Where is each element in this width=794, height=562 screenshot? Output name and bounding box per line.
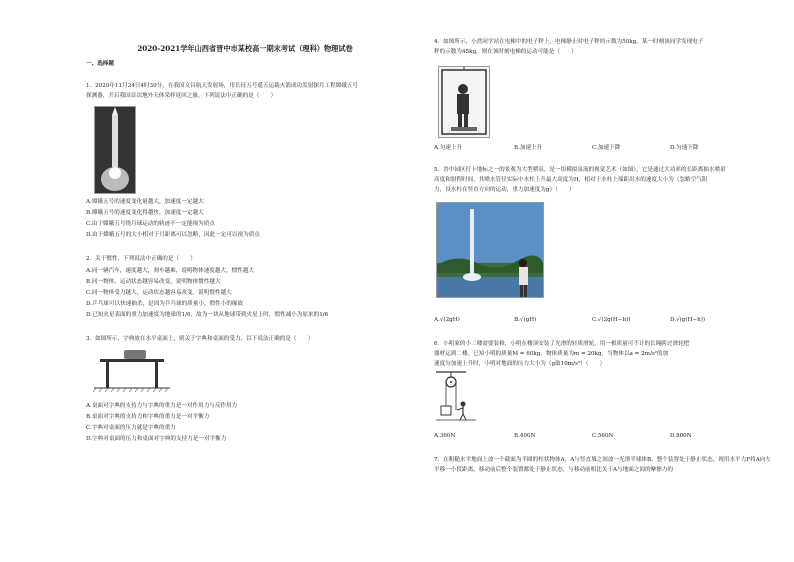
q7-stem-line-2: 平移一小段距离，移动前后整个装置都处于静止状态，与移动前相比关于A与地面之间的摩擦力的 — [434, 467, 673, 473]
section-heading: 一、选择题 — [86, 61, 114, 67]
pulley-diagram — [436, 370, 476, 422]
q5-option-d: D.√(g(H−h)) — [670, 317, 706, 323]
q3-option-a: A.桌面对字典的支持力与字典的重力是一对作用力与反作用力 — [86, 403, 238, 409]
q3-option-c: C.字典对桌面的压力就是字典的重力 — [86, 425, 176, 431]
q2-stem: 2．关于惯性，下列说法中正确的是（ ） — [86, 256, 196, 262]
q3-option-b: B.桌面对字典的支持力和字典的重力是一对平衡力 — [86, 414, 210, 420]
q2-option-c: C.同一物体受力越大，运动状态越容易改变，说明惯性越大 — [86, 290, 232, 296]
q1-option-c: C.由于嫦娥五号绕月球运动的轨迹不一定能视为质点 — [86, 221, 215, 227]
fountain-photo — [436, 202, 544, 298]
q1-stem-line-1: 1．2020年11月24日4时30分，在我国文昌航天发射场，用长征五号遥五运载火箭成功发射探月工程嫦娥五号 — [86, 83, 359, 89]
q1-option-b: B.嫦娥五号的速度变化得越快，加速度一定越大 — [86, 210, 204, 216]
q4-option-c: C.加速下降 — [592, 145, 621, 151]
q5-stem-line-1: 5．晋中园区打卡地标之一的景观为大型喷泉，是一组模拟泉流的视觉艺术（如图），它是通过大功率的长距离抽水喷泉 — [434, 167, 726, 173]
q1-stem-line-2: 探测器，开启我国首次地外天体采样返回之旅。下列说法中正确的是（ ） — [86, 93, 277, 99]
q6-stem-line-2: 器材运到二楼。已知小明的质量M = 60kg，物体质量为m = 20kg，当物体以a = 2m/s²的加 — [434, 351, 669, 357]
q6-stem-line-3: 速度匀加速上升时，小明对地面的压力大小为（g取10m/s²）（ ） — [434, 361, 606, 367]
q4-stem-line-2: 秤的示数为45kg，则在该时刻电梯的运动可能是（ ） — [434, 49, 577, 55]
q5-stem-line-3: 力，设水柱在竖直方向的运动，重力加速度为g）（ ） — [434, 187, 575, 193]
q1-option-d: D.由于嫦娥五号的大小相对于月距离可以忽略，因此一定可以视为质点 — [86, 232, 260, 238]
q2-option-a: A.同一辆汽车，速度越大，刹车越难，说明物体速度越大，惯性越大 — [86, 268, 255, 274]
q2-option-b: B.同一物体，运动状态越容易改变，说明物体惯性越大 — [86, 279, 221, 285]
q4-option-b: B.加速上升 — [514, 145, 543, 151]
elevator-scale-figure — [438, 66, 490, 138]
q3-option-d: D.字典对桌面的压力和桌面对字典的支持力是一对平衡力 — [86, 436, 227, 442]
q7-stem-line-1: 7．在粗糙水平地面上放一个截面为半圆的柱状物体A，A与竖直墙之间放一光滑半球体B，整个装置处于静止状态。现用水平力F将A向左 — [434, 457, 771, 463]
rocket-launch-photo — [94, 106, 136, 194]
book-on-table-diagram — [92, 348, 172, 394]
q6-stem-line-1: 6．小明家的小二楼需要装修，小明在楼顶安装了光滑的轻质滑轮，用一根质量可不计的长绳跨过滑轮把 — [434, 341, 690, 347]
q3-stem: 3．如图所示，字典放在水平桌面上，则关于字典和桌面的受力，以下说法正确的是（ ） — [86, 336, 314, 342]
page-title: 2020-2021学年山西省晋中市某校高一期末考试（理科）物理试卷 — [137, 44, 353, 53]
q5-option-c: C.√(2g(H−h)) — [592, 317, 631, 323]
q4-option-d: D.匀速下降 — [670, 145, 699, 151]
q2-option-d: D.乒乓球可以快速抽杀，是因为乒乓球的质量小，惯性小的缘故 — [86, 301, 244, 307]
q6-option-d: D.800N — [670, 433, 692, 439]
q6-option-c: C.560N — [592, 433, 614, 439]
q5-option-b: B.√(gH) — [514, 317, 537, 323]
q4-stem-line-1: 4．如图所示，小然同学站在电梯中的电子秤上，电梯静止时电子秤的示数为50kg，某一时刻该同学发现电子 — [434, 39, 704, 45]
q2-extra-line: D.已知火星表面的重力加速度为地球的1/6，故为一块从地球带到火星上时，惯性减小为原来的1/6 — [86, 312, 329, 318]
q5-stem-line-2: 高度和射程时间，其喷水管径实际中水柱上升最大高度为H，相对于水柱上端距出水的速度大小为（忽略空气阻 — [434, 177, 708, 183]
q1-option-a: A.嫦娥五号的速度变化量越大，加速度一定越大 — [86, 199, 204, 205]
q4-option-a: A.匀速上升 — [434, 145, 463, 151]
q6-option-b: B.400N — [514, 433, 536, 439]
q6-option-a: A.360N — [434, 433, 456, 439]
q5-option-a: A.√(2gH) — [434, 317, 460, 323]
